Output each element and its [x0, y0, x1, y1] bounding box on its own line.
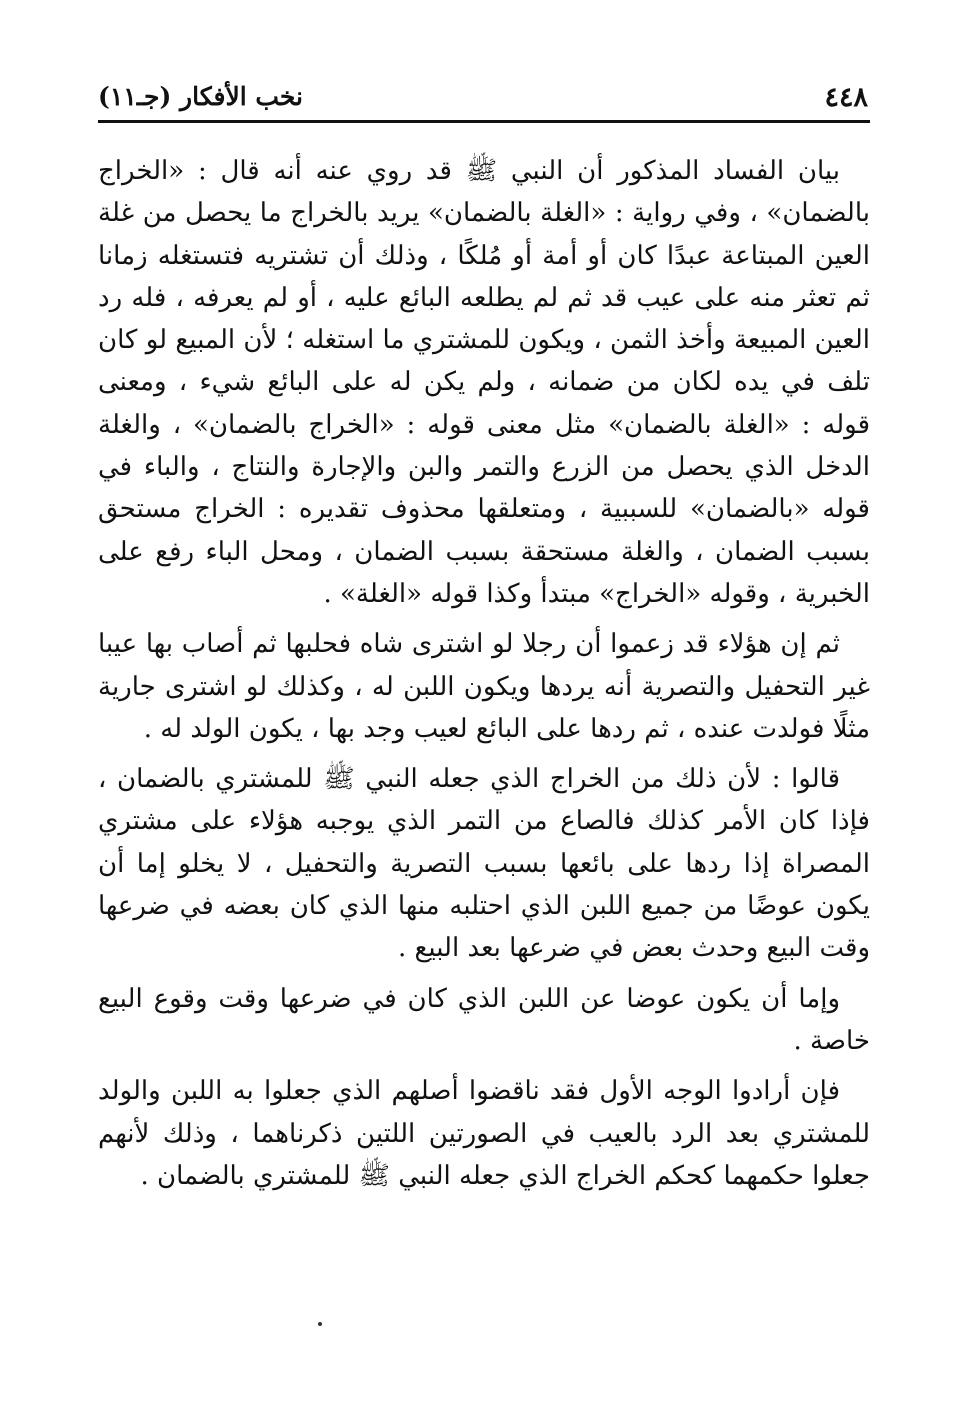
paragraph-2: ثم إن هؤلاء قد زعموا أن رجلا لو اشترى شاه فحلبها ثم أصاب بها عيبا غير التحفيل والتصرية أنه يردها ويكون اللبن له ، وكذلك لو اشترى جارية مثلًا فولدت عنده ، ثم ردها على البائع لعيب وجد بها ، يكون الولد له .: [98, 629, 870, 744]
paragraph-5: فإن أرادوا الوجه الأول فقد ناقضوا أصلهم الذي جعلوا به اللبن والولد للمشتري بعد الرد بالعيب في الصورتين اللتين ذكرناهما ، وذلك لأنهم جعلوا حكمهما كحكم الخراج الذي جعله النبي ﷺ للمشتري بالضمان .: [98, 1076, 870, 1191]
paragraph-1: بيان الفساد المذكور أن النبي ﷺ قد روي عنه أنه قال : «الخراج بالضمان» ، وفي رواية : «الغلة بالضمان» يريد بالخراج ما يحصل من غلة العين المبتاعة عبدًا كان أو أمة أو مُلكًا ، وذلك أن تشتريه فتستغله زمانا ثم تعثر منه على عيب قد ثم لم يطلعه البائع عليه ، أو لم يعرفه ، فله رد العين المبيعة وأخذ الثمن ، ويكون للمشتري ما استغله ؛ لأن المبيع لو كان تلف في يده لكان من ضمانه ، ولم يكن له على البائع شيء ، ومعنى قوله : «الغلة بالضمان» مثل معنى قوله : «الخراج بالضمان» ، والغلة الدخل الذي يحصل من الزرع والتمر والبن والإجارة والنتاج ، والباء في قوله «بالضمان» للسببية ، ومتعلقها محذوف تقديره : الخراج مستحق بسبب الضمان ، والغلة مستحقة بسبب الضمان ، ومحل الباء رفع على الخبرية ، وقوله «الخراج» مبتدأ وكذا قوله «الغلة» .: [98, 156, 870, 609]
header-rule: [98, 120, 870, 123]
page-number: ٤٤٨: [824, 82, 868, 113]
paragraph-3: قالوا : لأن ذلك من الخراج الذي جعله النبي ﷺ للمشتري بالضمان ، فإذا كان الأمر كذلك فالصاع من التمر الذي يوجبه هؤلاء على مشتري المصراة إذا ردها على بائعها بسبب التصرية والتحفيل ، لا يخلو إما أن يكون عوضًا من جميع اللبن الذي احتلبه منها الذي كان بعضه في ضرعها وقت البيع وحدث بعض في ضرعها بعد البيع .: [98, 764, 870, 964]
running-title: نخب الأفكار (جـ١١): [98, 82, 304, 111]
body-text: [98, 150, 870, 1205]
page-header: [98, 78, 868, 118]
footer-dot: [318, 1322, 322, 1326]
paragraph-4: وإما أن يكون عوضا عن اللبن الذي كان في ضرعها وقت وقوع البيع خاصة .: [98, 983, 870, 1056]
